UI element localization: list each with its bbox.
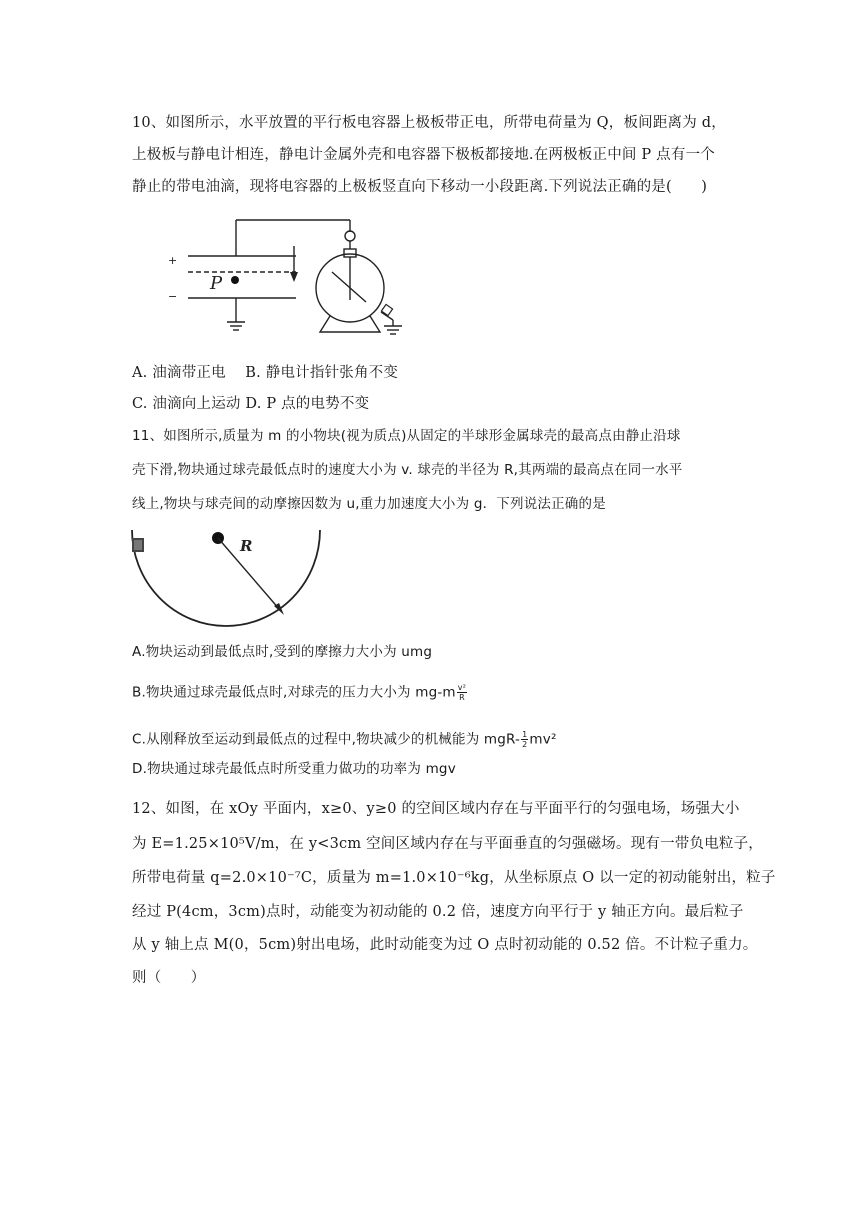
q11-option-c: C.从刚释放至运动到最低点的过程中,物块减少的机械能为 mgR- $\frac{1}{2}$ mv² [132,730,557,749]
hemispherical-shell-figure [128,528,328,632]
q11-option-d: D.物块通过球壳最低点时所受重力做功的功率为 mgv [132,761,456,777]
q10-stem-line-2: 上极板与静电计相连，静电计金属外壳和电容器下极板都接地.在两极板正中间 P 点有一个 [132,147,715,163]
q12-stem-line-5: 从 y 轴上点 M(0，5cm)射出电场，此时动能变为过 O 点时初动能的 0.52 倍。不计粒子重力。 [132,937,758,953]
frac-numerator: v² [457,683,467,692]
shell-arc [132,530,320,626]
q10-option-ab: A. 油滴带正电 B. 静电计指针张角不变 [132,365,399,381]
capacitor-electrometer-figure [160,216,420,344]
q10-option-cd: C. 油滴向上运动 D. P 点的电势不变 [132,396,370,412]
q11-stem-line-1: 11、如图所示,质量为 m 的小物块(视为质点)从固定的半球形金属球壳的最高点由静止沿球 [132,428,681,444]
q12-stem-line-2: 为 E=1.25×10⁵V/m，在 y<3cm 空间区域内存在与平面垂直的匀强磁场。现有一带负电粒子， [132,836,763,852]
electrometer-knob [345,231,355,241]
electrometer-insulator [344,249,356,257]
q12-stem-line-4: 经过 P(4cm，3cm)点时，动能变为初动能的 0.2 倍，速度方向平行于 y 轴正方向。最后粒子 [132,904,744,920]
q12-stem-line-1: 12、如图，在 xOy 平面内，x≥0、y≥0 的空间区域内存在与平面平行的匀强电场，场强大小 [132,801,740,817]
q12-stem-line-3: 所带电荷量 q=2.0×10⁻⁷C，质量为 m=1.0×10⁻⁶kg，从坐标原点 O 以一定的初动能射出，粒子 [132,870,776,886]
q11-stem-line-3: 线上,物块与球壳间的动摩擦因数为 u,重力加速度大小为 g．下列说法正确的是 [132,496,606,512]
q12-stem-line-6: 则（ ） [132,970,206,986]
minus-sign: − [168,290,178,303]
point-p-label: P [210,273,223,294]
radius-label: R [240,537,253,555]
frac-numerator: 1 [522,730,528,739]
frac-denominator: R [459,693,465,702]
oil-drop [231,276,239,284]
q10-stem-line-1: 10、如图所示，水平放置的平行板电容器上极板带正电，所带电荷量为 Q，板间距离为 d， [132,115,726,131]
frac-denominator: 2 [522,740,528,749]
electrometer-base [320,316,380,332]
q10-stem-line-3: 静止的带电油滴，现将电容器的上极板竖直向下移动一小段距离.下列说法正确的是( ) [132,179,708,195]
q11-option-a: A.物块运动到最低点时,受到的摩擦力大小为 umg [132,644,433,660]
plus-sign: + [168,254,178,267]
q11-option-b: B.物块通过球壳最低点时,对球壳的压力大小为 mg-m $\frac{\text{v²}}{R}$ [132,683,467,702]
q11-stem-line-2: 壳下滑,物块通过球壳最低点时的速度大小为 v. 球壳的半径为 R,其两端的最高点在同一水平 [132,462,683,478]
electrometer-needle [332,272,366,302]
